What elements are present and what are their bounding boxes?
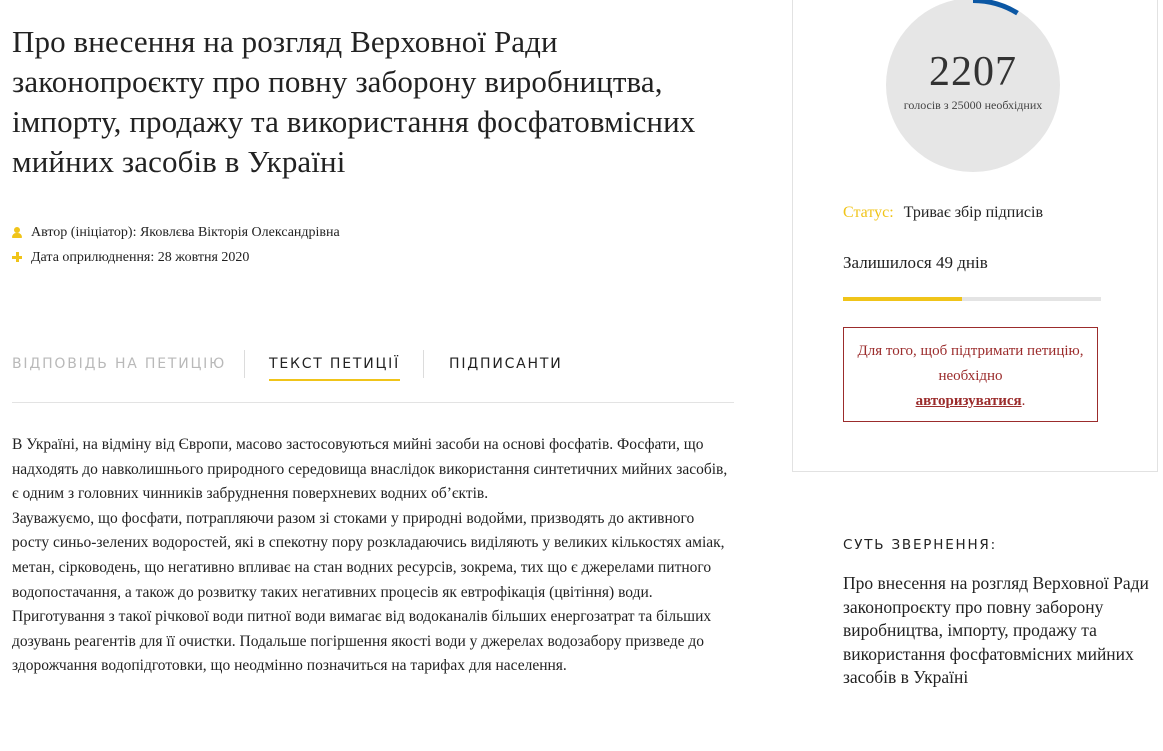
body-paragraph: В Україні, на відміну від Європи, масово застосовуються мийні засоби на основі фосфатів. Фосфати, що надходять до навколишнього природного середовища внаслідок використання синтетичних мийних засобів, є одним з головних чинників забруднення поверхневих водних об’єктів. <box>12 436 728 503</box>
auth-notice <box>843 327 1098 422</box>
author-text: Автор (ініціатор): Яковлєва Вікторія Олександрівна <box>31 225 340 240</box>
time-progress-fill <box>843 297 962 301</box>
petition-main <box>12 0 734 675</box>
vote-count: 2207 <box>929 49 1017 95</box>
tab-divider <box>244 350 245 378</box>
summary-text: Про внесення на розгляд Верховної Ради законопроєкту про повну заборону виробництва, імпорту, продажу та використання фосфатовмісних мийних засобів в Україні <box>843 573 1149 687</box>
tab-signers[interactable]: ПІДПИСАНТИ <box>449 356 563 372</box>
time-progress-bar <box>843 297 1101 301</box>
auth-notice-text: Для того, щоб підтримати петицію, необхідно <box>857 343 1084 384</box>
signature-panel <box>792 0 1158 472</box>
petition-title: Про внесення на розгляд Верховної Ради законопроєкту про повну заборону виробництва, імпорту, продажу та використання фосфатовмісних мийних засобів в Україні <box>12 24 696 179</box>
auth-notice-period: . <box>1021 393 1026 409</box>
body-paragraph: Зауважуємо, що фосфати, потрапляючи разом зі стоками у природні водойми, призводять до активного росту синьо-зелених водоростей, які в спекотну пору розкладаючись виділяють у великих кількостях аміак, метан, сірководень, що негативно впливає на стан водних ресурсів, зокрема, тих що є джерелами питного водопостачання, а також до розвитку таких негативних процесів як евтрофікація (цвітіння) води. <box>12 509 725 601</box>
date-row <box>12 245 734 270</box>
petition-tabs <box>12 350 734 403</box>
login-link[interactable]: авторизуватися <box>915 393 1022 409</box>
person-icon <box>12 227 22 239</box>
days-remaining: Залишилося 49 днів <box>843 253 988 272</box>
status-label: Статус: <box>843 204 894 221</box>
tab-answer[interactable]: ВІДПОВІДЬ НА ПЕТИЦІЮ <box>12 356 227 372</box>
summary-heading: СУТЬ ЗВЕРНЕННЯ: <box>843 537 997 553</box>
status-value: Триває збір підписів <box>903 204 1043 221</box>
status-row <box>843 202 1043 224</box>
tab-petition-text[interactable]: ТЕКСТ ПЕТИЦІЇ <box>269 356 401 372</box>
petition-meta <box>12 220 734 270</box>
published-date-text: Дата оприлюднення: 28 жовтня 2020 <box>31 250 250 265</box>
vote-caption: голосів з 25000 необхідних <box>903 98 1043 112</box>
author-row <box>12 220 734 245</box>
plus-icon <box>12 252 22 264</box>
body-paragraph: Приготування з такої річкової води питної води вимагає від водоканалів більших енергозатрат та більших дозувань реагентів для її очистки. Подальше погіршення якості води у джерелах водозабору призведе до здорожчання водопідготовки, що неодмінно позначиться на тарифах для населення. <box>12 608 712 675</box>
petition-body <box>12 433 734 679</box>
tab-divider <box>423 350 424 378</box>
